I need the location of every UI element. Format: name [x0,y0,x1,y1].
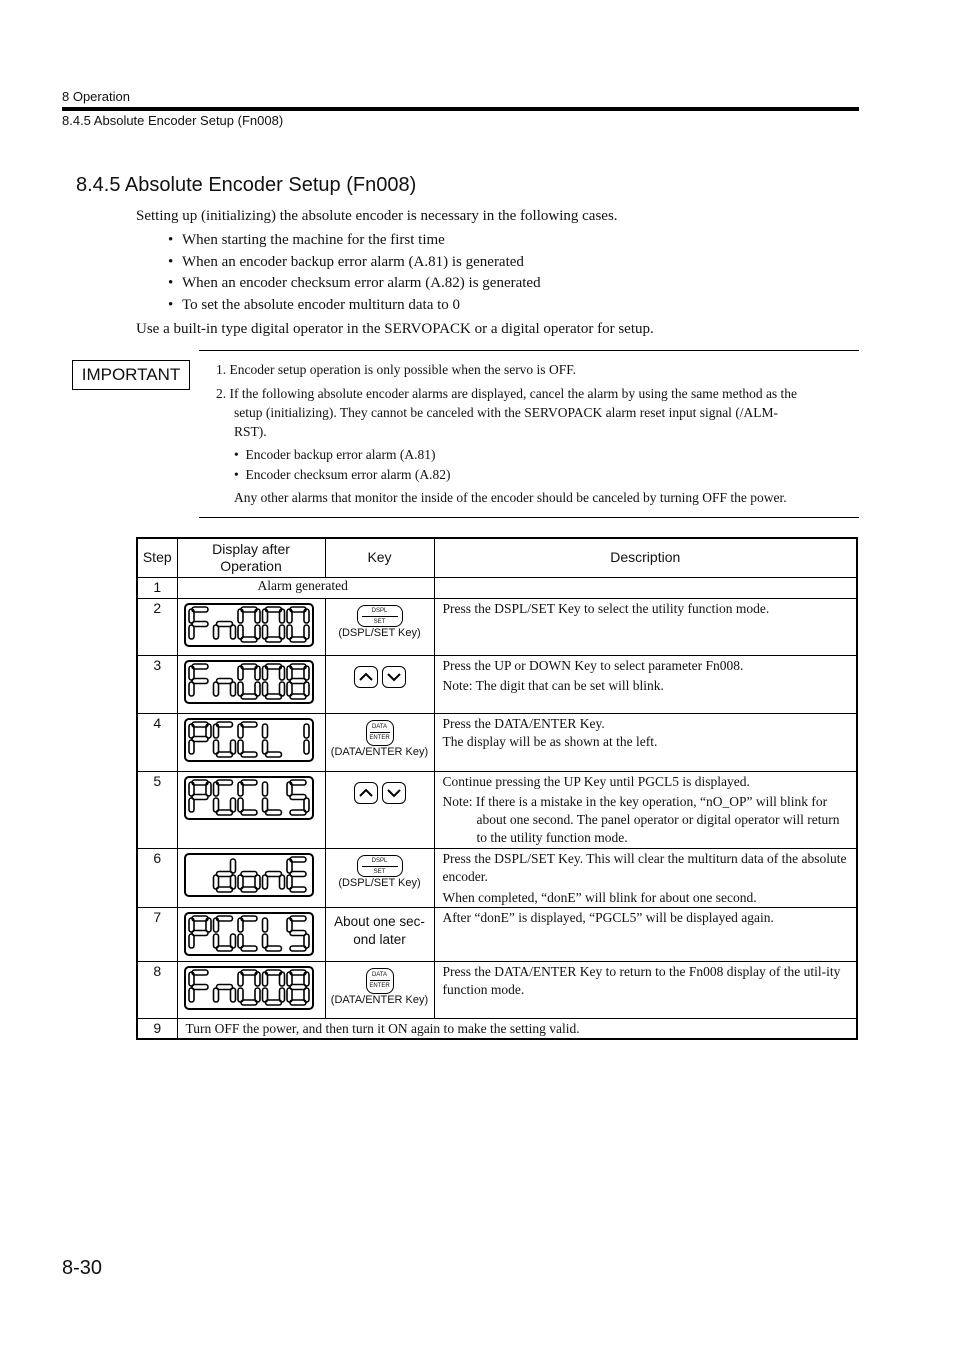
data-enter-key: DATA ENTER [366,968,394,994]
important-label: IMPORTANT [72,360,190,390]
table-header-row [137,538,857,577]
important-item-2: 2. If the following absolute encoder alarms are displayed, cancel the alarm by using the same method as the [216,386,798,401]
segment-display-graphic [184,660,314,704]
description-cell [434,577,857,598]
description-cell: Press the UP or DOWN Key to select parameter Fn008. Note: The digit that can be set will blink. [434,655,857,713]
header-display: Display after Operation [177,538,325,577]
step-number: 2 [137,598,177,655]
important-item-1: 1. Encoder setup operation is only possible when the servo is OFF. [216,362,576,377]
header-rule [62,107,859,111]
table-row [137,848,857,907]
step-number: 6 [137,848,177,907]
step-number: 5 [137,771,177,848]
header-description: Description [434,538,857,577]
down-key [382,782,406,804]
case-item: • When starting the machine for the first time [168,232,445,248]
key-caption: (DSPL/SET Key) [338,876,421,889]
intro-text: Setting up (initializing) the absolute encoder is necessary in the following cases. [136,208,618,224]
key-cell [325,598,434,655]
segment-display [177,598,325,655]
case-item: • To set the absolute encoder multiturn data to 0 [168,297,461,313]
table-row [137,577,857,598]
segment-display-graphic [184,912,314,956]
outro-text: Use a built-in type digital operator in the SERVOPACK or a digital operator for setup. [136,321,654,337]
description-cell: Press the DSPL/SET Key. This will clear the multiturn data of the absolute encoder. When completed, “donE” will blink for about one second. [434,848,857,907]
segment-display-graphic [184,853,314,897]
segment-display-graphic [184,603,314,647]
segment-display-graphic [184,718,314,762]
key-cell [325,655,434,713]
header-key: Key [325,538,434,577]
table-row [137,713,857,771]
segment-display [177,961,325,1018]
section-title: 8.4.5 Absolute Encoder Setup (Fn008) [76,174,417,196]
case-item: • When an encoder checksum error alarm (A.82) is generated [168,275,541,291]
key-cell [325,713,434,771]
table-row [137,907,857,961]
description-cell: Press the DSPL/SET Key to select the utility function mode. [434,598,857,655]
segment-display [177,907,325,961]
segment-display-graphic [184,776,314,820]
segment-display-graphic [184,966,314,1010]
important-top-rule [199,350,859,351]
key-cell [325,848,434,907]
step-number: 8 [137,961,177,1018]
table-row [137,771,857,848]
description-cell: Continue pressing the UP Key until PGCL5 is displayed. Note: If there is a mistake in the key operation, “nO_OP” will blink for about one second. The panel operator or digital operator will return to the utility function mode. [434,771,857,848]
display-text: Alarm generated [177,577,434,598]
important-item-2-cont: setup (initializing). They cannot be canceled with the SERVOPACK alarm reset input signal (/ALM- [234,405,779,420]
down-key [382,666,406,688]
table-row [137,598,857,655]
dspl-set-key: DSPL SET [357,605,403,627]
key-caption: (DATA/ENTER Key) [330,745,429,758]
case-item: • When an encoder backup error alarm (A.81) is generated [168,254,524,270]
step-number: 1 [137,577,177,598]
alarm-item: • Encoder checksum error alarm (A.82) [234,467,451,482]
alarm-item: • Encoder backup error alarm (A.81) [234,447,436,462]
segment-display [177,713,325,771]
procedure-table [136,537,858,1040]
key-caption: (DSPL/SET Key) [338,626,421,639]
table-row [137,961,857,1018]
key-caption: (DATA/ENTER Key) [330,993,429,1006]
segment-display [177,655,325,713]
step-number: 4 [137,713,177,771]
key-text: About one sec-ond later [325,907,434,961]
step-number: 3 [137,655,177,713]
header-step: Step [137,538,177,577]
segment-display [177,848,325,907]
page-number: 8-30 [62,1257,103,1279]
step-number: 9 [137,1018,177,1039]
segment-display [177,771,325,848]
dspl-set-key: DSPL SET [357,855,403,877]
table-row [137,1018,857,1039]
important-bottom-rule [199,517,859,518]
data-enter-key: DATA ENTER [366,720,394,746]
key-cell [325,771,434,848]
important-item-2-cont: RST). [234,424,267,439]
description-cell: After “donE” is displayed, “PGCL5” will be displayed again. [434,907,857,961]
description-cell: Press the DATA/ENTER Key. The display will be as shown at the left. [434,713,857,771]
section-header: 8.4.5 Absolute Encoder Setup (Fn008) [62,113,284,128]
up-key [354,666,378,688]
important-note: Any other alarms that monitor the inside of the encoder should be canceled by turning OFF the power. [234,490,787,505]
chapter-header: 8 Operation [62,89,130,104]
description-cell: Press the DATA/ENTER Key to return to the Fn008 display of the util-ity function mode. [434,961,857,1018]
step-number: 7 [137,907,177,961]
key-cell [325,961,434,1018]
up-key [354,782,378,804]
table-row [137,655,857,713]
description-cell: Turn OFF the power, and then turn it ON again to make the setting valid. [177,1018,857,1039]
